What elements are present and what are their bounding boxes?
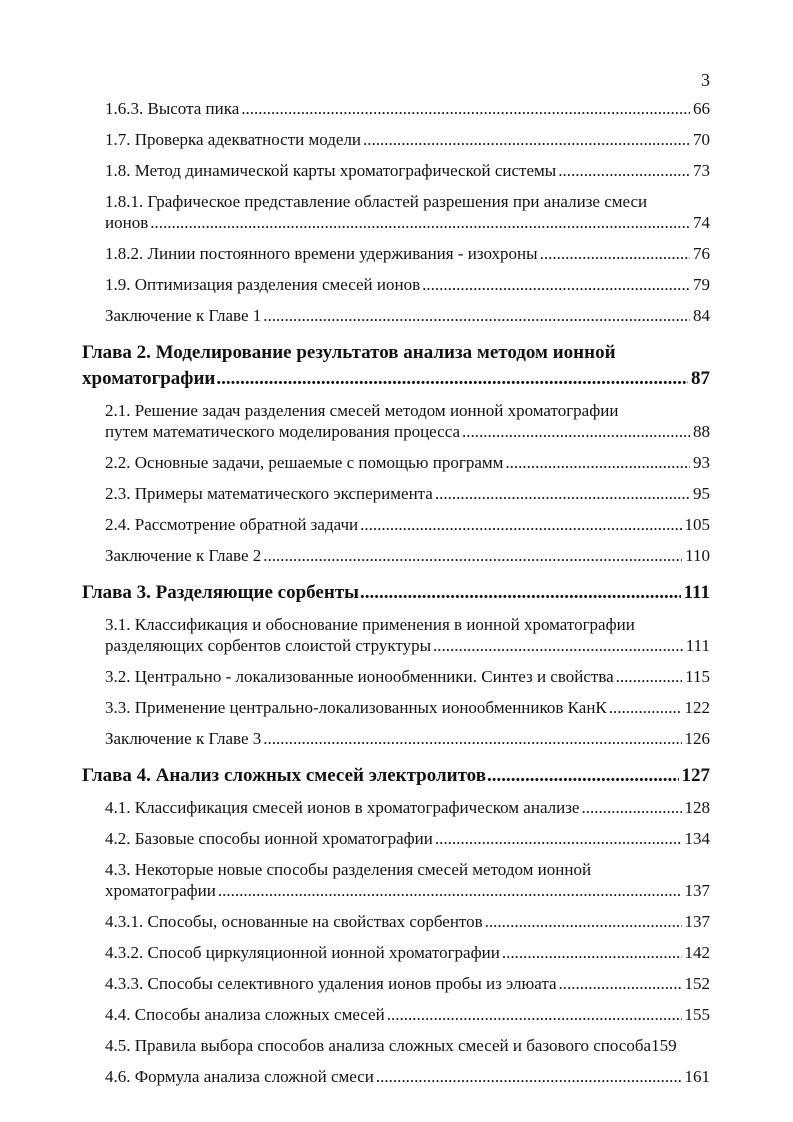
toc-entry-title-first-line: 4.3. Некоторые новые способы разделения смесей методом ионной [105, 860, 592, 879]
dot-leader [263, 305, 690, 326]
dot-leader [616, 666, 682, 687]
toc-page-number: 142 [684, 943, 710, 962]
dot-leader [540, 243, 690, 264]
toc-entry [105, 243, 710, 264]
toc-page-number: 105 [684, 515, 710, 534]
toc-page-number: 115 [685, 667, 710, 686]
toc-entry-title: 4.5. Правила выбора способов анализа сложных смесей и базового способа [105, 1036, 652, 1055]
toc-page-number: 126 [684, 729, 710, 748]
toc-entry-title: хроматографии [82, 368, 216, 389]
toc-entry-title: 1.8.2. Линии постоянного времени удерживания - изохроны [105, 244, 538, 263]
toc-page-number: 110 [685, 546, 710, 565]
toc-page-number: 127 [681, 765, 710, 786]
toc-entry-title: 3.2. Центрально - локализованные ионообменники. Синтез и свойства [105, 667, 614, 686]
toc-entry [105, 614, 710, 656]
toc-page-number: 137 [684, 881, 710, 900]
toc-entry-title: 4.3.2. Способ циркуляционной ионной хроматографии [105, 943, 500, 962]
toc-entry [105, 911, 710, 932]
toc-entry-title: 4.3.3. Способы селективного удаления ионов пробы из элюата [105, 974, 557, 993]
dot-leader [435, 483, 690, 504]
toc-page-number: 88 [693, 422, 710, 441]
table-of-contents [0, 98, 793, 1087]
toc-entry-title: 4.4. Способы анализа сложных смесей [105, 1005, 385, 1024]
toc-entry-title: путем математического моделирования процесса [105, 422, 460, 441]
toc-entry-title: 1.9. Оптимизация разделения смесей ионов [105, 275, 421, 294]
toc-entry-title: 4.3.1. Способы, основанные на свойствах сорбентов [105, 912, 483, 931]
toc-entry [105, 1004, 710, 1025]
dot-leader [435, 828, 682, 849]
toc-page-number: 84 [693, 306, 710, 325]
toc-entry-title: разделяющих сорбентов слоистой структуры [105, 636, 432, 655]
toc-entry-title: 4.6. Формула анализа сложной смеси [105, 1067, 374, 1086]
dot-leader [581, 797, 681, 818]
toc-entry [105, 942, 710, 963]
toc-entry-title: 1.6.3. Высота пика [105, 99, 240, 118]
toc-entry-title: Заключение к Главе 2 [105, 546, 262, 565]
toc-page-number: 76 [693, 244, 710, 263]
dot-leader [387, 1004, 682, 1025]
dot-leader [263, 545, 682, 566]
toc-entry [105, 797, 710, 818]
toc-entry [105, 191, 710, 233]
toc-page-number: 73 [693, 161, 710, 180]
toc-entry-title: ионов [105, 213, 149, 232]
page-number: 3 [701, 70, 710, 90]
toc-entry [105, 98, 710, 119]
toc-entry [105, 973, 710, 994]
dot-leader [502, 942, 682, 963]
dot-leader [462, 421, 690, 442]
toc-entry [105, 305, 710, 326]
toc-entry [105, 274, 710, 295]
toc-page-number: 152 [684, 974, 710, 993]
dot-leader [363, 129, 690, 150]
dot-leader [609, 697, 682, 718]
toc-entry-title: 4.1. Классификация смесей ионов в хроматографическом анализе [105, 798, 580, 817]
toc-entry-title-first-line: 1.8.1. Графическое представление областей разрешения при анализе смеси [105, 192, 648, 211]
toc-entry-title: Глава 4. Анализ сложных смесей электролитов [82, 765, 486, 786]
toc-entry-title: 3.3. Применение центрально-локализованных ионообменников КанК [105, 698, 607, 717]
toc-chapter-entry [82, 580, 710, 606]
dot-leader [505, 452, 690, 473]
toc-page-number: 66 [693, 99, 710, 118]
toc-page-number: 93 [693, 453, 710, 472]
dot-leader [360, 580, 681, 606]
toc-page-number: 137 [684, 912, 710, 931]
toc-entry [105, 129, 710, 150]
toc-entry-title: хроматографии [105, 881, 216, 900]
toc-page-number: 161 [684, 1067, 710, 1086]
toc-entry-title: Заключение к Главе 1 [105, 306, 262, 325]
toc-page-number: 159 [651, 1036, 677, 1055]
dot-leader [559, 973, 682, 994]
toc-entry-title-first-line: 2.1. Решение задач разделения смесей методом ионной хроматографии [105, 401, 619, 420]
toc-entry-title: 2.2. Основные задачи, решаемые с помощью программ [105, 453, 504, 472]
toc-entry [105, 1066, 710, 1087]
toc-entry-title-first-line: Глава 2. Моделирование результатов анализа методом ионной [82, 342, 616, 363]
dot-leader [216, 366, 688, 392]
toc-page-number: 134 [684, 829, 710, 848]
dot-leader [263, 728, 681, 749]
toc-entry [105, 828, 710, 849]
dot-leader [218, 880, 682, 901]
dot-leader [422, 274, 690, 295]
toc-entry [105, 483, 710, 504]
toc-entry [105, 859, 710, 901]
toc-page-number: 155 [684, 1005, 710, 1024]
toc-entry-title: 1.8. Метод динамической карты хроматографической системы [105, 161, 557, 180]
toc-page-number: 111 [685, 636, 710, 655]
toc-entry [105, 514, 710, 535]
toc-entry-title: Глава 3. Разделяющие сорбенты [82, 582, 359, 603]
toc-entry [105, 666, 710, 687]
dot-leader [150, 212, 690, 233]
toc-entry-title: 1.7. Проверка адекватности модели [105, 130, 362, 149]
toc-page-number: 74 [693, 213, 710, 232]
toc-entry [105, 452, 710, 473]
toc-entry-title-first-line: 3.1. Классификация и обоснование применения в ионной хроматографии [105, 615, 635, 634]
dot-leader [241, 98, 690, 119]
toc-page-number: 79 [693, 275, 710, 294]
toc-entry-title: 4.2. Базовые способы ионной хроматографии [105, 829, 433, 848]
toc-page-number: 95 [693, 484, 710, 503]
dot-leader [433, 635, 683, 656]
toc-entry-title: 2.4. Рассмотрение обратной задачи [105, 515, 359, 534]
toc-page-number: 111 [683, 582, 710, 603]
dot-leader [487, 763, 679, 789]
toc-entry [105, 545, 710, 566]
toc-chapter-entry [82, 340, 710, 392]
dot-leader [485, 911, 682, 932]
dot-leader [360, 514, 681, 535]
toc-entry [105, 160, 710, 181]
dot-leader [558, 160, 690, 181]
toc-chapter-entry [82, 763, 710, 789]
toc-page-number: 122 [684, 698, 710, 717]
dot-leader [376, 1066, 682, 1087]
toc-page-number: 128 [684, 798, 710, 817]
toc-entry [105, 1035, 710, 1056]
toc-page-number: 70 [693, 130, 710, 149]
toc-page-number: 87 [691, 368, 710, 389]
toc-entry-title: 2.3. Примеры математического эксперимента [105, 484, 433, 503]
toc-entry-title: Заключение к Главе 3 [105, 729, 262, 748]
toc-entry [105, 697, 710, 718]
toc-entry [105, 400, 710, 442]
toc-entry [105, 728, 710, 749]
